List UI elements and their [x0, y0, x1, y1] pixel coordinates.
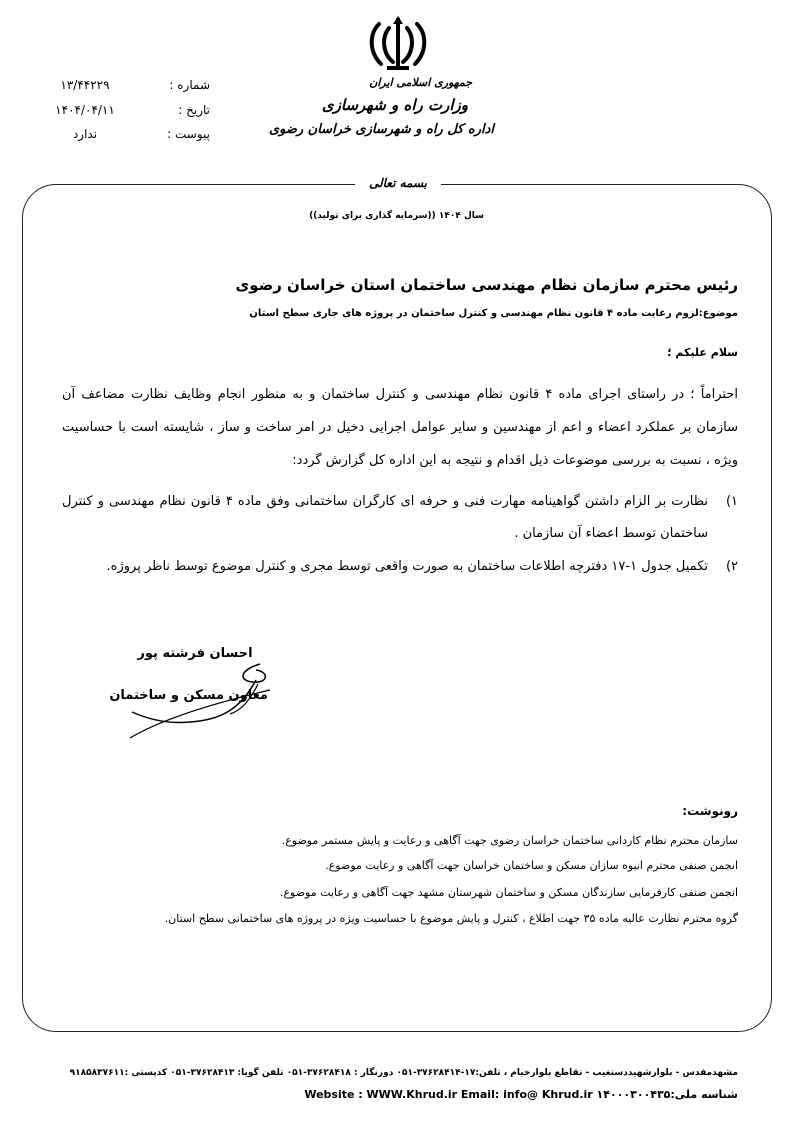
list-item-number: ۱): [725, 494, 738, 509]
cc-item: انجمن صنفی محترم انبوه سازان مسکن و ساختمان خراسان جهت آگاهی و رعایت موضوع.: [325, 859, 738, 872]
greeting: سلام علیکم ؛: [667, 346, 738, 359]
body-paragraph: احتراماً ؛ در راستای اجرای ماده ۴ قانون نظام مهندسی و کنترل ساختمان و به منظور انجام وظایف نظارت مضاعف آن سازمان بر عملکرد اعضاء و اعم از مهندسین و سایر عوامل اجرایی دخیل در امر ساخت و ساز ، شایسته است با حساسیت ویژه ، نسبت به بررسی موضوعات ذیل اقدام و نتیجه به این اداره کل گزارش گردد:: [62, 387, 738, 468]
signer-name: احسان فرشته پور: [137, 646, 253, 661]
letter-date-value: ۱۴۰۴/۰۴/۱۱: [55, 103, 115, 117]
letter-attachment-value: ندارد: [72, 127, 98, 141]
addressee: رئیس محترم سازمان نظام مهندسی ساختمان استان خراسان رضوی: [235, 276, 738, 294]
footer-contact: شناسه ملی:۱۴۰۰۰۳۰۰۴۳۵ Website : WWW.Khrud.ir Email: info@ Khrud.ir: [304, 1088, 738, 1101]
country-name: جمهوری اسلامی ایران: [369, 76, 472, 89]
signer-title: معاون مسکن و ساختمان: [109, 688, 268, 703]
cc-title: رونوشت:: [682, 804, 738, 818]
subject-line: موضوع:لزوم رعایت ماده ۴ قانون نظام مهندسی و کنترل ساختمان در پروژه های جاری سطح استان: [249, 308, 738, 319]
list-item: [62, 486, 738, 550]
footer-address: مشهدمقدس - بلوارشهیددستغیب - تقاطع بلوارخیام ، تلفن:۱۷-۳۷۶۲۸۴۱۴-۰۵۱ دورنگار : ۳۷۶۲۸۴۱۸-۰۵۱ تلفن گویا: ۳۷۶۲۸۴۱۳-۰۵۱ کدپستی :۹۱۸۵۸۳۷۶۱۱: [69, 1068, 738, 1078]
invocation: بسمه تعالی: [368, 176, 428, 190]
cc-item: سازمان محترم نظام کاردانی ساختمان خراسان رضوی جهت آگاهی و رعایت و پایش مستمر موضوع.: [281, 834, 738, 847]
letter-number-value: ۱۳/۴۴۲۲۹: [60, 78, 110, 92]
department-name: اداره کل راه و شهرسازی خراسان رضوی: [268, 122, 494, 137]
letter-number-label: شماره :: [169, 78, 210, 92]
letter-attachment-label: پیوست :: [167, 127, 210, 141]
year-slogan: سال ۱۴۰۴ ((سرمایه گذاری برای تولید)): [309, 211, 484, 221]
list-item-text: تکمیل جدول ۱-۱۷ دفترچه اطلاعات ساختمان به صورت واقعی توسط مجری و کنترل موضوع توسط ناظر پروژه.: [106, 559, 708, 574]
letter-date-label: تاریخ :: [178, 103, 210, 117]
ministry-name: وزارت راه و شهرسازی: [321, 96, 468, 114]
iran-emblem-icon: [365, 14, 431, 72]
cc-item: انجمن صنفی کارفرمایی سازندگان مسکن و ساختمان شهرستان مشهد جهت آگاهی و رعایت موضوع.: [279, 886, 738, 899]
list-item-number: ۲): [725, 559, 738, 574]
list-item: [62, 551, 738, 583]
cc-item: گروه محترم نظارت عالیه ماده ۳۵ جهت اطلاع ، کنترل و پایش موضوع با حساسیت ویژه در پروژه های ساختمانی سطح استان.: [164, 912, 738, 925]
list-item-text: نظارت بر الزام داشتن گواهینامه مهارت فنی و حرفه ای کارگران ساختمانی وفق ماده ۴ قانون نظام مهندسی و کنترل ساختمان توسط اعضاء آن سازمان .: [62, 494, 709, 541]
